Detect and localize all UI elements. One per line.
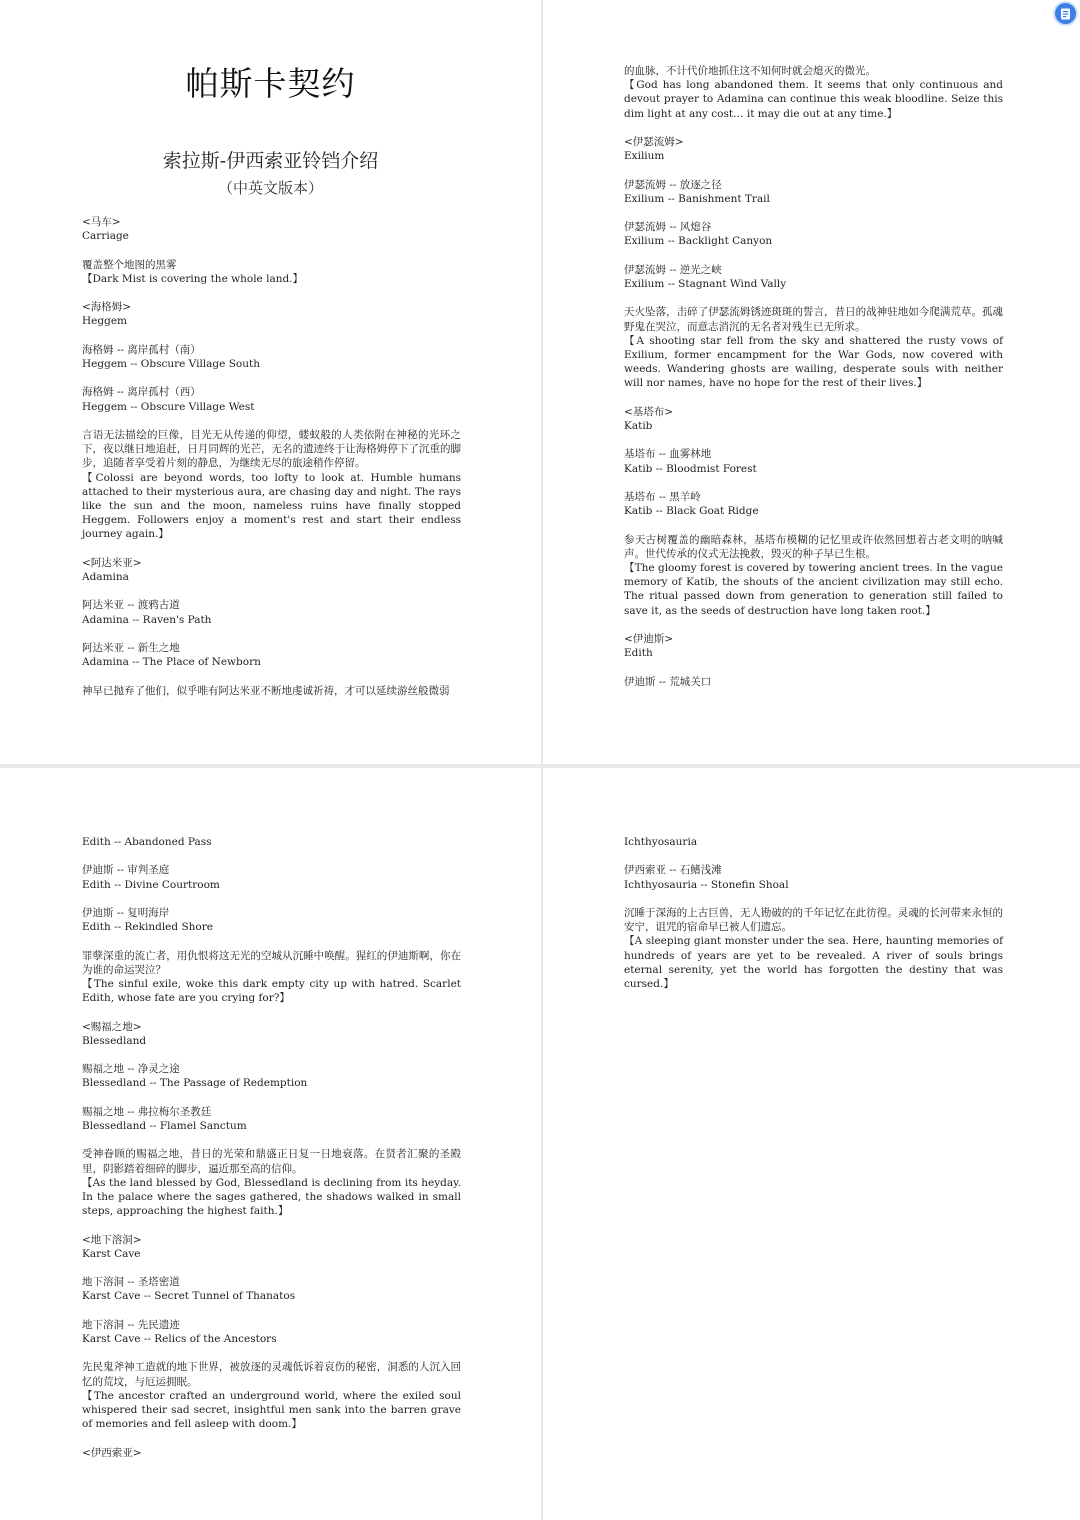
document-page-3: [0, 768, 541, 1520]
paragraph-en: 【Colossi are beyond words, too lofty to look at. Humble humans attached to their mysterious aura, are chasing day and night. The rays like the sun and the moon, nameless ruins have finally stopped Heggem. Followers enjoy a moment's rest and start their endless journey again.】: [82, 471, 461, 541]
text-line: <伊瑟流姆>: [624, 136, 684, 148]
text-line: Exilium -- Banishment Trail: [624, 192, 770, 205]
text-line: 基塔布 -- 黑羊岭: [624, 490, 701, 503]
text-line: Blessedland: [82, 1034, 147, 1047]
text-line: Edith -- Divine Courtroom: [82, 878, 220, 891]
page-3-entries: [82, 835, 461, 949]
page-1-entries-2: [82, 556, 461, 684]
document-app-icon[interactable]: [1055, 3, 1076, 24]
text-line: Adamina -- The Place of Newborn: [82, 656, 261, 669]
text-line: Blessedland -- Flamel Sanctum: [82, 1119, 247, 1132]
blank-line: [624, 476, 1003, 490]
text-line: Katib -- Bloodmist Forest: [624, 462, 757, 475]
text-line: Heggem -- Obscure Village West: [82, 400, 255, 413]
paragraph-en: 【The gloomy forest is covered by towering ancient trees. In the vague memory of Katib, the shouts of the ancient civilization may still echo. The ritual passed down from generation to generation still failed to save it, as the seeds of destruction have long taken root.】: [624, 561, 1003, 617]
blank-line: [82, 934, 461, 948]
paragraph-zh: 受神眷顾的赐福之地，昔日的光荣和鼎盛正日复一日地衰落。在贤者汇聚的圣殿里，阴影踏着细碎的脚步，逼近那至高的信仰。: [82, 1148, 461, 1175]
blank-line: [82, 243, 461, 257]
page-2-entries-2: [624, 405, 1003, 533]
text-line: Edith -- Rekindled Shore: [82, 921, 213, 934]
document-icon-glyph: [1060, 8, 1071, 20]
text-line: Edith: [624, 647, 653, 660]
page-3-entries-4: [82, 1446, 461, 1460]
blank-line: [82, 1048, 461, 1062]
document-edition: （中英文版本）: [217, 179, 323, 197]
text-line: Karst Cave -- Relics of the Ancestors: [82, 1332, 277, 1345]
text-line: 覆盖整个地图的黑雾: [82, 258, 177, 271]
paragraph-zh: 的血脉，不计代价地抓住这不知何时就会熄灭的微光。: [624, 65, 876, 77]
page-3-content: [82, 835, 461, 1460]
blank-line: [624, 291, 1003, 305]
text-line: 赐福之地 -- 净灵之途: [82, 1063, 180, 1076]
text-line: 伊瑟流姆 -- 逆光之峡: [624, 263, 722, 276]
text-line: 海格姆 -- 离岸孤村（西）: [82, 386, 201, 399]
text-line: Ichthyosauria: [624, 836, 698, 848]
text-line: Karst Cave: [82, 1247, 141, 1260]
text-line: <赐福之地>: [82, 1020, 142, 1033]
page-4-entries: [624, 835, 1003, 906]
text-line: Heggem: [82, 315, 127, 328]
page-4-content: [624, 835, 1003, 991]
text-line: <地下溶洞>: [82, 1233, 142, 1246]
paragraph-en: 【The ancestor crafted an underground world, where the exiled soul whispered their sad secret, insightful men sank into the barren grave of memories and fell asleep with doom.】: [82, 1389, 461, 1431]
blank-line: [82, 329, 461, 343]
blank-line: [82, 371, 461, 385]
text-line: 基塔布 -- 血雾林地: [624, 448, 712, 461]
blank-line: [82, 1091, 461, 1105]
blank-line: [82, 286, 461, 300]
text-line: 伊瑟流姆 -- 风熄谷: [624, 221, 712, 234]
paragraph-zh: 言语无法描绘的巨像，目光无从传递的仰望，蝼蚁般的人类依附在神秘的光环之下，夜以继日地追赶，日月同辉的光芒，无名的遗迹终于让海格姆停下了沉重的脚步，追随者享受着片刻的静息，为继续无尽的旅途稍作停留。: [82, 428, 461, 470]
blank-line: [624, 892, 1003, 906]
text-line: <阿达米亚>: [82, 556, 142, 569]
page-2-content: [624, 64, 1003, 689]
blank-line: [624, 660, 1003, 674]
text-line: 地下溶洞 -- 圣塔密道: [82, 1276, 180, 1289]
text-line: Adamina -- Raven's Path: [82, 613, 212, 626]
blank-line: [624, 206, 1003, 220]
document-page-4: [543, 768, 1080, 1520]
page-3-entries-3: [82, 1233, 461, 1361]
text-line: <海格姆>: [82, 301, 132, 314]
blank-line: [82, 1346, 461, 1360]
text-line: Adamina: [82, 570, 129, 583]
document-title: 帕斯卡契约: [185, 64, 356, 103]
paragraph-zh: 沉睡于深海的上古巨兽，无人勘破的的千年记忆在此彷徨。灵魂的长河带来永恒的安宁，诅咒的宿命早已被人们遗忘。: [624, 906, 1003, 934]
text-line: <伊西索亚>: [82, 1446, 142, 1459]
text-line: 伊西索亚 -- 石鳍浅滩: [624, 864, 722, 877]
text-line: Exilium: [624, 150, 665, 163]
blank-line: [82, 584, 461, 598]
text-line: 伊瑟流姆 -- 放逐之径: [624, 178, 722, 191]
text-line: Edith -- Abandoned Pass: [82, 836, 212, 848]
text-line: 海格姆 -- 离岸孤村（南）: [82, 343, 201, 356]
text-line: 伊迪斯 -- 荒城关口: [624, 675, 712, 688]
text-line: Carriage: [82, 230, 129, 243]
text-line: Blessedland -- The Passage of Redemption: [82, 1077, 308, 1090]
page-1-content: [82, 64, 461, 698]
text-line: Karst Cave -- Secret Tunnel of Thanatos: [82, 1290, 296, 1303]
text-line: Ichthyosauria -- Stonefin Shoal: [624, 878, 789, 891]
document-page-1: [0, 0, 541, 764]
blank-line: [82, 1261, 461, 1275]
paragraph-zh: 先民鬼斧神工造就的地下世界，被放逐的灵魂低诉着哀伤的秘密，洞悉的人沉入回忆的荒坟，与厄运拥眠。: [82, 1361, 461, 1388]
blank-line: [82, 669, 461, 683]
document-subtitle: 索拉斯-伊西索亚铃铛介绍: [162, 150, 379, 172]
blank-line: [624, 849, 1003, 863]
text-line: Exilium -- Backlight Canyon: [624, 235, 773, 248]
page-2-entries: [624, 135, 1003, 305]
page-3-entries-2: [82, 1020, 461, 1148]
blank-line: [624, 518, 1003, 532]
page-2-entries-3: [624, 632, 1003, 689]
blank-line: [624, 249, 1003, 263]
page-1-entries: [82, 215, 461, 428]
text-line: 阿达米亚 -- 渡鸦古道: [82, 599, 180, 612]
blank-line: [82, 1304, 461, 1318]
paragraph-zh: 罪孽深重的流亡者，用仇恨将这无光的空城从沉睡中唤醒。猩红的伊迪斯啊，你在为谁的命运哭泣？: [82, 949, 461, 976]
blank-line: [82, 627, 461, 641]
text-line: 地下溶洞 -- 先民遗迹: [82, 1318, 180, 1331]
paragraph-zh: 参天古树覆盖的幽暗森林，基塔布模糊的记忆里或许依然回想着古老文明的呐喊声。世代传承的仪式无法挽救，毁灭的种子早已生根。: [624, 533, 1003, 560]
blank-line: [82, 849, 461, 863]
text-line: 阿达米亚 -- 新生之地: [82, 641, 180, 654]
text-line: <基塔布>: [624, 405, 674, 418]
text-line: Katib -- Black Goat Ridge: [624, 505, 759, 518]
paragraph-zh: 天火坠落，击碎了伊瑟流姆锈迹斑斑的誓言，昔日的战神驻地如今爬满荒草。孤魂野鬼在哭泣，而意志消沉的无名者对残生已无所求。: [624, 306, 1003, 333]
text-line: <伊迪斯>: [624, 632, 674, 645]
text-line: Exilium -- Stagnant Wind Vally: [624, 277, 787, 290]
text-line: 伊迪斯 -- 复明海岸: [82, 906, 170, 919]
text-line: 【Dark Mist is covering the whole land.】: [82, 272, 304, 285]
blank-line: [82, 1133, 461, 1147]
document-page-2: [543, 0, 1080, 764]
text-line: Heggem -- Obscure Village South: [82, 357, 260, 370]
paragraph-en: 【A shooting star fell from the sky and shattered the rusty vows of Exilium, former encampment for the War Gods, now covered with weeds. Wandering ghosts are wailing, desperate souls with neither will nor names, have no hope for the rest of their lives.】: [624, 334, 1003, 390]
blank-line: [82, 892, 461, 906]
paragraph-en: 【A sleeping giant monster under the sea. Here, haunting memories of hundreds of years are yet to be revealed. A river of souls brings eternal serenity, yet the world has forgotten the destiny that was cursed.】: [624, 935, 1003, 990]
text-line: Katib: [624, 419, 653, 432]
paragraph-en: 【As the land blessed by God, Blessedland is declining from its heyday. In the palace where the sages gathered, the shadows walked in small steps, approaching the highest faith.】: [82, 1176, 461, 1218]
text-line: 伊迪斯 -- 审判圣庭: [82, 864, 170, 877]
blank-line: [82, 414, 461, 428]
paragraph-zh: 神早已抛弃了他们，似乎唯有阿达米亚不断地虔诚祈祷，才可以延续游丝般微弱: [82, 684, 450, 697]
blank-line: [624, 433, 1003, 447]
paragraph-en: 【The sinful exile, woke this dark empty city up with hatred. Scarlet Edith, whose fate are you crying for?】: [82, 977, 461, 1005]
blank-line: [624, 163, 1003, 177]
text-line: 赐福之地 -- 弗拉梅尔圣教廷: [82, 1105, 212, 1118]
paragraph-en: 【God has long abandoned them. It seems that only continuous and devout prayer to Adamina can continue this weak bloodline. Seize this dim light at any cost… it may die out at any time.】: [624, 79, 1003, 120]
text-line: <马车>: [82, 216, 121, 228]
